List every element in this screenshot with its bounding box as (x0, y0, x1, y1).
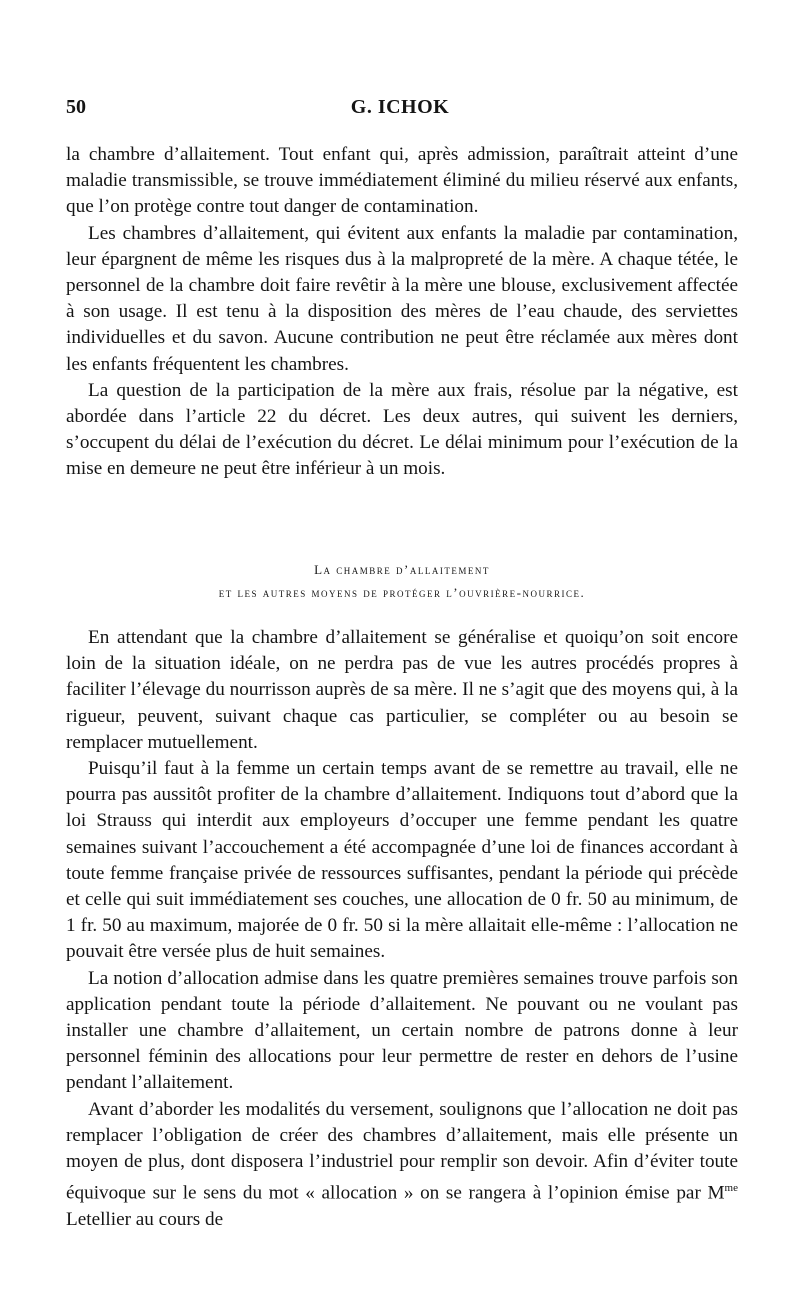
section-heading-line-1: La chambre d’allaitement (314, 562, 490, 577)
paragraph-text-end: Letellier au cours de (66, 1208, 224, 1230)
section-heading-line-2: et les autres moyens de protéger l’ouvrière-nourrice. (218, 585, 586, 600)
text-block-bottom (66, 625, 738, 1233)
superscript: me (724, 1182, 738, 1195)
paragraph: La notion d’allocation admise dans les quatre premières semaines trouve parfois son application pendant toute la période d’allaitement. Ne pouvant ou ne voulant pas installer une chambre d’allaitement, un certain nombre de patrons donne à leur personnel féminin des allocations pour leur permettre de rester en dehors de l’usine pendant l’allaitement. (66, 967, 738, 1094)
section-heading (66, 558, 738, 604)
paragraph: La question de la participation de la mère aux frais, résolue par la négative, est abordée dans l’article 22 du décret. Les deux autres, qui suivent les derniers, s’occupent du délai de l’exécution du décret. Le délai minimum pour l’exécution de la mise en demeure ne peut être inférieur à un mois. (66, 379, 738, 480)
text-block-top (66, 142, 738, 483)
paragraph-text: Avant d’aborder les modalités du versement, soulignons que l’allocation ne doit pas remplacer l’obligation de créer des chambres d’allaitement, mais elle présente un moyen de plus, dont disposera l’industriel pour remplir son devoir. Afin d’éviter toute équivoque sur le sens du mot « allocation » on se rangera à l’opinion émise par M (66, 1098, 738, 1204)
paragraph: Puisqu’il faut à la femme un certain temps avant de se remettre au travail, elle ne pourra pas aussitôt profiter de la chambre d’allaitement. Indiquons tout d’abord que la loi Strauss qui interdit aux employeurs d’occuper une femme pendant les quatre semaines suivant l’accouchement a été accompagnée d’une loi de finances accordant à toute femme française privée de ressources suffisantes, pendant la période qui précède et celle qui suit immédiatement ses couches, une allocation de 0 fr. 50 au minimum, de 1 fr. 50 au maximum, majorée de 0 fr. 50 si la mère allaitait elle-même : l’allocation ne pouvait être versée plus de huit semaines. (66, 758, 738, 963)
paragraph: En attendant que la chambre d’allaitement se généralise et quoiqu’on soit encore loin de la situation idéale, on ne perdra pas de vue les autres procédés propres à faciliter l’élevage du nourrisson auprès de sa mère. Il ne s’agit que des moyens qui, à la rigueur, peuvent, suivant chaque cas particulier, se compléter ou au besoin se remplacer mutuellement. (66, 627, 738, 753)
paragraph: Les chambres d’allaitement, qui évitent aux enfants la maladie par contamination, leur épargnent de même les risques dus à la malpropreté de la mère. A chaque tétée, le personnel de la chambre doit faire revêtir à la mère une blouse, exclusivement affectée à son usage. Il est tenu à la disposition des mères de l’eau chaude, des serviettes individuelles et du savon. Aucune contribution ne peut être réclamée aux mères dont les enfants fréquentent les chambres. (66, 222, 738, 375)
paragraph-last (66, 1097, 738, 1233)
paragraph-continued: la chambre d’allaitement. Tout enfant qui, après admission, paraîtrait atteint d’une maladie transmissible, se trouve immédiatement éliminé du milieu réservé aux enfants, que l’on protège contre tout danger de contamination. (66, 144, 738, 218)
page-header (66, 96, 734, 122)
running-title: G. ICHOK (350, 96, 450, 118)
page-number: 50 (66, 96, 86, 118)
